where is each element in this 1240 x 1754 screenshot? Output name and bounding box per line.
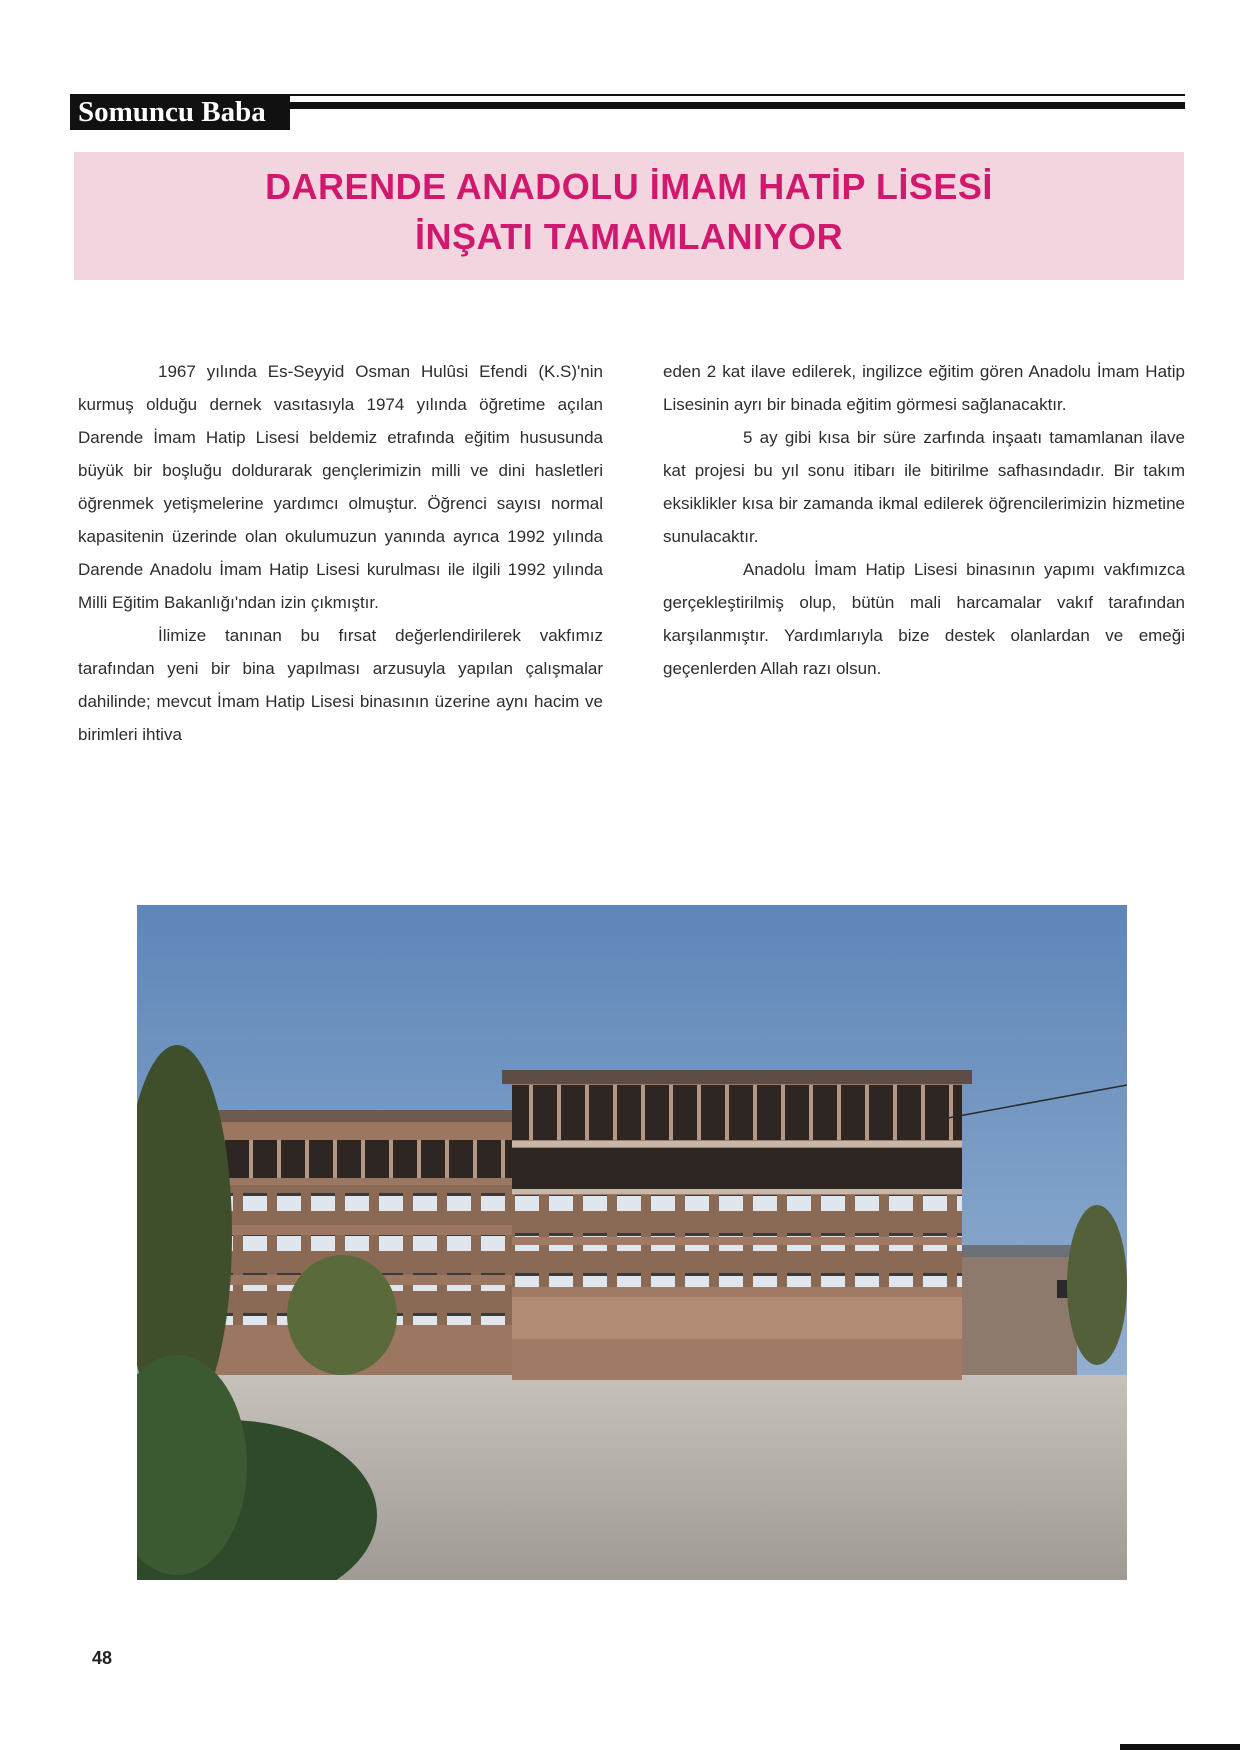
- article-title-line-1: DARENDE ANADOLU İMAM HATİP LİSESİ: [265, 166, 993, 207]
- page-number: 48: [92, 1648, 113, 1668]
- article-column-left: [78, 355, 603, 751]
- article-paragraph: İlimize tanınan bu fırsat değerlendirilerek vakfımız tarafından yeni bir bina yapılması arzusuyla yapılan çalışmalar dahilinde; mevcut İmam Hatip Lisesi binasının üzerine aynı hacim ve birimleri ihtiva: [78, 626, 603, 744]
- bottom-rule: [1120, 1744, 1240, 1750]
- article-paragraph: 1967 yılında Es-Seyyid Osman Hulûsi Efendi (K.S)'nin kurmuş olduğu dernek vasıtasıyla 1974 yılında öğretime açılan Darende İmam Hatip Lisesi beldemiz etrafında eğitim hususunda büyük bir boşluğu doldurarak gençlerimizin milli ve dini hasletleri öğrenmek yetişmelerine yardımcı olmuştur. Öğrenci sayısı normal kapasitenin üzerinde olan okulumuzun yanında ayrıca 1992 yılında Darende Anadolu İmam Hatip Lisesi kurulması ile ilgili 1992 yılında Milli Eğitim Bakanlığı'ndan izin çıkmıştır.: [78, 362, 603, 612]
- masthead-rule-thick: [290, 102, 1185, 109]
- article-paragraph: Anadolu İmam Hatip Lisesi binasının yapımı vakfımızca gerçekleştirilmiş olup, bütün mali harcamalar vakıf tarafından karşılanmıştır. Yardımlarıyla bize destek olanlardan ve emeği geçenlerden Allah razı olsun.: [663, 560, 1185, 678]
- article-title-band: [74, 152, 1184, 280]
- masthead-rule-thin: [290, 94, 1185, 96]
- article-title-line-2: İNŞATI TAMAMLANIYOR: [414, 216, 844, 257]
- article-title: [74, 162, 1184, 262]
- article-paragraph: eden 2 kat ilave edilerek, ingilizce eğitim gören Anadolu İmam Hatip Lisesinin ayrı bir binada eğitim görmesi sağlanacaktır.: [663, 362, 1185, 414]
- article-paragraph: 5 ay gibi kısa bir süre zarfında inşaatı tamamlanan ilave kat projesi bu yıl sonu itibarı ile bitirilme safhasındadır. Bir takım eksiklikler kısa bir zamanda ikmal edilerek öğrencilerimizin hizmetine sunulacaktır.: [663, 428, 1185, 546]
- building-main-block: [502, 1070, 972, 1380]
- article-column-right: [663, 355, 1185, 685]
- magazine-name: Somuncu Baba: [70, 94, 290, 130]
- masthead: [70, 94, 1185, 134]
- building-annex: [962, 1245, 1082, 1375]
- school-building-photo: [137, 905, 1127, 1580]
